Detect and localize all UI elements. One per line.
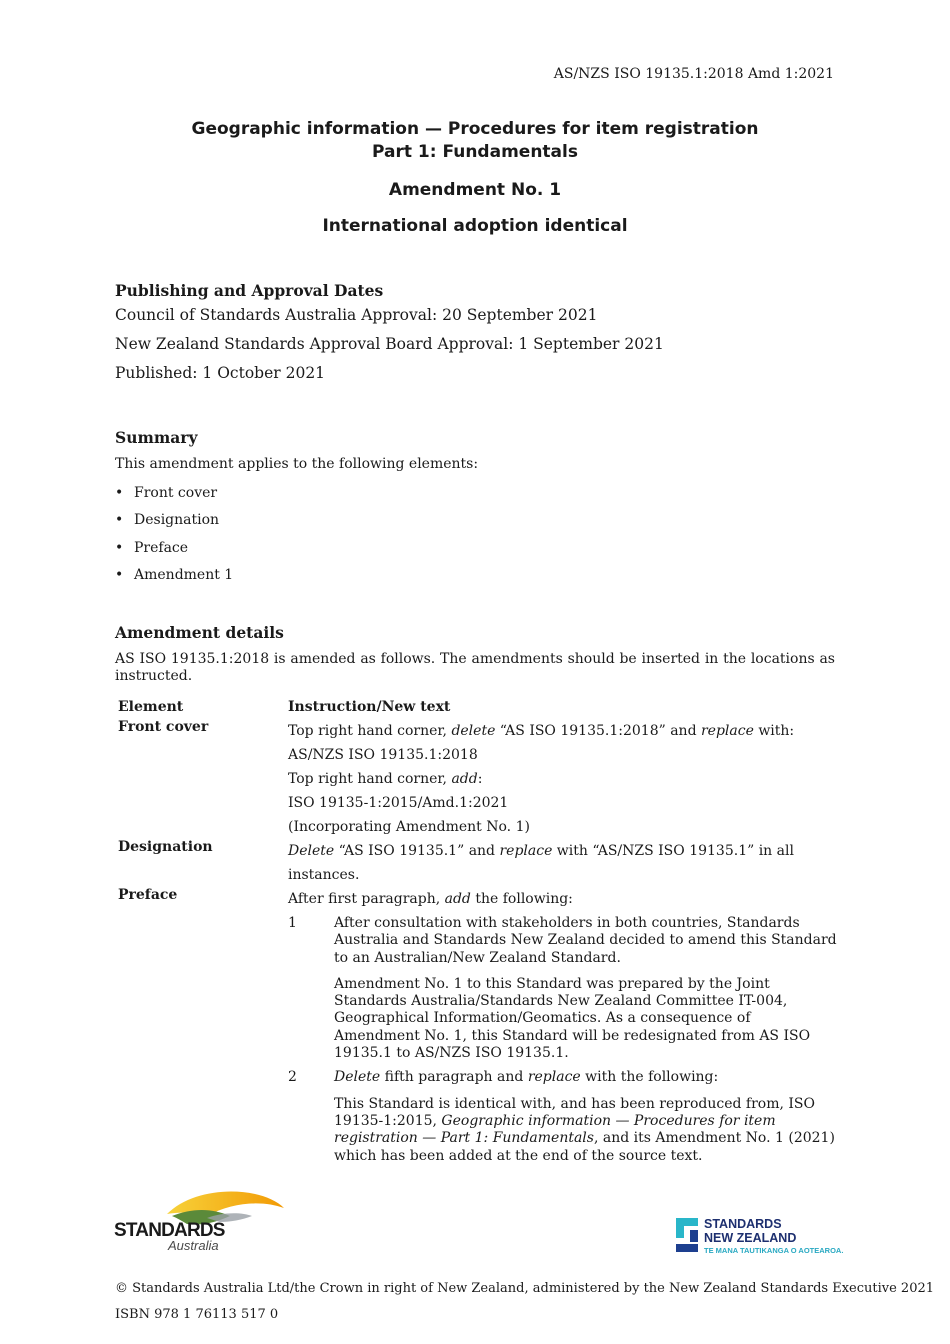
instruction-front-cover <box>288 719 840 839</box>
nz-mark-bottom <box>676 1244 698 1252</box>
details-intro: AS ISO 19135.1:2018 is amended as follows. The amendments should be inserted in the locations as instructed. <box>115 651 835 684</box>
list-item: • Front cover <box>115 480 835 507</box>
nz-logo-line1: STANDARDS <box>704 1217 782 1231</box>
adoption-statement: International adoption identical <box>322 216 628 236</box>
sa-logo-main: STANDARDS <box>114 1220 225 1241</box>
nz-mark-right <box>690 1230 698 1242</box>
instruction-line: ISO 19135-1:2015/Amd.1:2021 <box>288 795 509 811</box>
table-row <box>118 887 840 1174</box>
table-row <box>118 719 840 839</box>
summary-intro: This amendment applies to the following elements: <box>115 456 479 472</box>
instruction-preface <box>288 887 840 1174</box>
element-front-cover: Front cover <box>118 719 209 735</box>
numbered-item-2 <box>288 1069 840 1173</box>
summary-list <box>115 480 835 589</box>
title-block <box>0 118 950 236</box>
item-body <box>334 915 840 1071</box>
nz-mark-mid <box>676 1226 684 1238</box>
item-body <box>334 1069 840 1173</box>
paragraph: After consultation with stakeholders in both countries, Standards Australia and Standards New Zealand decided to amend this Standard to an Australian/New Zealand Standard. <box>334 915 837 966</box>
logos-row <box>0 1186 950 1256</box>
published-line: Published: 1 October 2021 <box>115 364 326 382</box>
document-designation: AS/NZS ISO 19135.1:2018 Amd 1:2021 <box>553 66 834 82</box>
summary-section <box>115 428 835 589</box>
table-row <box>118 839 840 887</box>
nz-logo-line3: TE MANA TAUTIKANGA O AOTEAROA. <box>704 1246 844 1255</box>
element-designation: Designation <box>118 839 213 855</box>
instruction-line: (Incorporating Amendment No. 1) <box>288 819 530 835</box>
amendment-table <box>118 699 840 1174</box>
approval-line-sa: Council of Standards Australia Approval: 20 September 2021 <box>115 306 598 324</box>
title-line-2: Part 1: Fundamentals <box>372 142 578 162</box>
standards-nz-logo <box>674 1216 850 1258</box>
publishing-section <box>115 281 835 388</box>
numbered-item-1 <box>288 915 840 1071</box>
table-header-row <box>118 699 840 719</box>
instruction-line: Top right hand corner, add: <box>288 771 483 787</box>
summary-heading: Summary <box>115 428 198 447</box>
sa-logo-sub: Australia <box>168 1238 219 1253</box>
publishing-heading: Publishing and Approval Dates <box>115 281 384 300</box>
instruction-line: Top right hand corner, delete “AS ISO 19135.1:2018” and replace with: <box>288 723 795 739</box>
list-item: • Amendment 1 <box>115 562 835 589</box>
column-header-instruction: Instruction/New text <box>288 699 451 715</box>
column-header-element: Element <box>118 699 184 715</box>
approval-line-nz: New Zealand Standards Approval Board Approval: 1 September 2021 <box>115 335 664 353</box>
details-heading: Amendment details <box>115 623 284 642</box>
list-item: • Designation <box>115 507 835 534</box>
instruction-line: Delete “AS ISO 19135.1” and replace with “AS/NZS ISO 19135.1” in all instances. <box>288 843 794 883</box>
nz-logo-line2: NEW ZEALAND <box>704 1231 797 1245</box>
copyright-notice: © Standards Australia Ltd/the Crown in right of New Zealand, administered by the New Zealand Standards Executive 2021 <box>115 1281 935 1296</box>
isbn: ISBN 978 1 76113 517 0 <box>115 1307 279 1322</box>
element-preface: Preface <box>118 887 178 903</box>
paragraph: This Standard is identical with, and has been reproduced from, ISO 19135-1:2015, Geographic information — Procedures for item registration — Part 1: Fundamentals, and its Amendment No. 1 (2021) which has been added at the end of the source text. <box>334 1095 835 1164</box>
instruction-designation <box>288 839 840 887</box>
paragraph: Amendment No. 1 to this Standard was prepared by the Joint Standards Australia/Standards New Zealand Committee IT-004, Geographical Information/Geomatics. As a consequence of Amendment No. 1, this Standard will be redesignated from AS ISO 19135.1 to AS/NZS ISO 19135.1. <box>334 975 811 1062</box>
instruction-line: After first paragraph, add the following: <box>288 891 573 907</box>
paragraph: Delete fifth paragraph and replace with the following: <box>334 1069 719 1086</box>
list-item: • Preface <box>115 535 835 562</box>
amendment-number: Amendment No. 1 <box>388 180 562 200</box>
instruction-line: AS/NZS ISO 19135.1:2018 <box>288 747 478 763</box>
item-number: 1 <box>288 915 297 931</box>
nz-mark-top <box>676 1218 698 1226</box>
amendment-details-section <box>115 623 835 1174</box>
item-number: 2 <box>288 1069 297 1086</box>
standards-australia-logo <box>112 1186 292 1254</box>
title-line-1: Geographic information — Procedures for item registration <box>191 119 759 139</box>
